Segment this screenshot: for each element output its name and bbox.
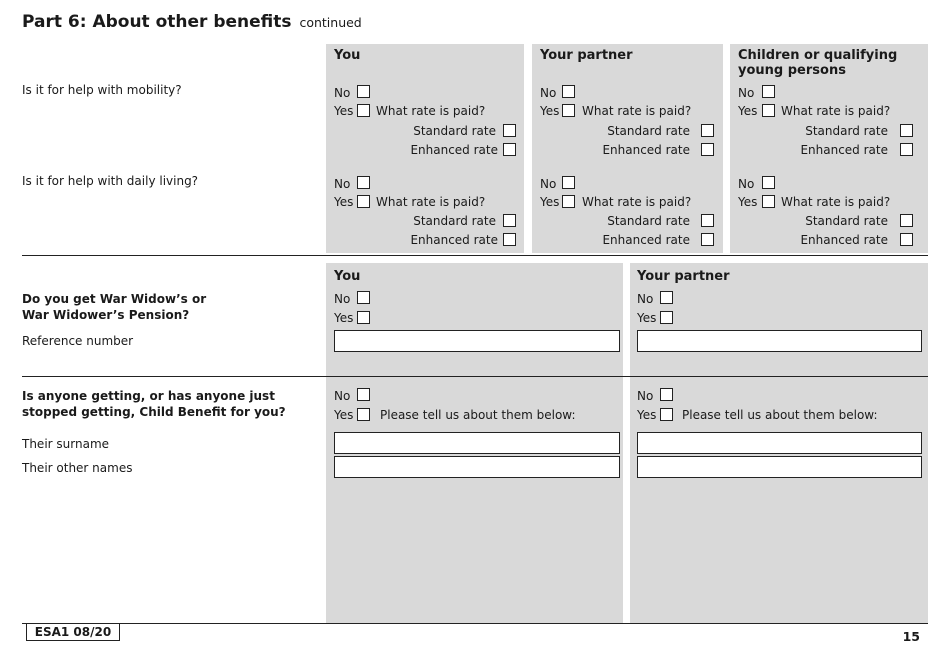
partner-mobility-enhanced-checkbox[interactable] (701, 143, 714, 156)
header-partner: Your partner (540, 48, 633, 63)
what-rate-label: What rate is paid? (376, 195, 486, 209)
children-mobility-no-checkbox[interactable] (762, 85, 775, 98)
yes-label: Yes (738, 104, 758, 118)
children-daily-enhanced-checkbox[interactable] (900, 233, 913, 246)
children-daily-standard-checkbox[interactable] (900, 214, 913, 227)
partner-surname-field[interactable] (637, 432, 922, 454)
partner-daily-no-checkbox[interactable] (562, 176, 575, 189)
header-partner: Your partner (637, 269, 730, 284)
no-label: No (334, 292, 351, 306)
no-label: No (738, 86, 755, 100)
what-rate-label: What rate is paid? (376, 104, 486, 118)
yes-label: Yes (637, 311, 657, 325)
partner-mobility-no-checkbox[interactable] (562, 85, 575, 98)
header-you: You (334, 48, 361, 63)
standard-rate-label: Standard rate (413, 214, 496, 228)
no-label: No (334, 86, 351, 100)
what-rate-label: What rate is paid? (781, 195, 891, 209)
yes-label: Yes (334, 311, 354, 325)
no-label: No (540, 177, 557, 191)
children-mobility-standard-checkbox[interactable] (900, 124, 913, 137)
children-daily-yes-checkbox[interactable] (762, 195, 775, 208)
title-suffix: continued (299, 15, 362, 30)
no-label: No (334, 177, 351, 191)
yes-label: Yes (334, 408, 354, 422)
you-other-names-field[interactable] (334, 456, 620, 478)
you-surname-field[interactable] (334, 432, 620, 454)
partner-daily-enhanced-checkbox[interactable] (701, 233, 714, 246)
you-mobility-yes-checkbox[interactable] (357, 104, 370, 117)
partner-reference-number-field[interactable] (637, 330, 922, 352)
what-rate-label: What rate is paid? (582, 195, 692, 209)
question-mobility: Is it for help with mobility? (22, 83, 182, 97)
you-war-pension-yes-checkbox[interactable] (357, 311, 370, 324)
section-divider (22, 376, 928, 377)
you-war-pension-no-checkbox[interactable] (357, 291, 370, 304)
you-reference-number-field[interactable] (334, 330, 620, 352)
children-mobility-yes-checkbox[interactable] (762, 104, 775, 117)
enhanced-rate-label: Enhanced rate (602, 233, 690, 247)
standard-rate-label: Standard rate (805, 214, 888, 228)
enhanced-rate-label: Enhanced rate (410, 143, 498, 157)
what-rate-label: What rate is paid? (582, 104, 692, 118)
enhanced-rate-label: Enhanced rate (410, 233, 498, 247)
you-child-benefit-no-checkbox[interactable] (357, 388, 370, 401)
enhanced-rate-label: Enhanced rate (602, 143, 690, 157)
enhanced-rate-label: Enhanced rate (800, 143, 888, 157)
reference-number-label: Reference number (22, 334, 134, 348)
header-you: You (334, 269, 361, 284)
enhanced-rate-label: Enhanced rate (800, 233, 888, 247)
partner-war-pension-yes-checkbox[interactable] (660, 311, 673, 324)
standard-rate-label: Standard rate (805, 124, 888, 138)
page-number: 15 (902, 629, 920, 644)
you-daily-standard-checkbox[interactable] (503, 214, 516, 227)
partner-child-benefit-no-checkbox[interactable] (660, 388, 673, 401)
no-label: No (738, 177, 755, 191)
you-daily-enhanced-checkbox[interactable] (503, 233, 516, 246)
standard-rate-label: Standard rate (607, 124, 690, 138)
question-daily-living: Is it for help with daily living? (22, 174, 199, 188)
partner-mobility-yes-checkbox[interactable] (562, 104, 575, 117)
surname-label: Their surname (22, 437, 110, 451)
yes-label: Yes (637, 408, 657, 422)
you-child-benefit-yes-checkbox[interactable] (357, 408, 370, 421)
yes-label: Yes (334, 104, 354, 118)
standard-rate-label: Standard rate (607, 214, 690, 228)
children-daily-no-checkbox[interactable] (762, 176, 775, 189)
partner-child-benefit-yes-checkbox[interactable] (660, 408, 673, 421)
tell-us-label: Please tell us about them below: (380, 408, 576, 422)
yes-label: Yes (540, 104, 560, 118)
yes-label: Yes (540, 195, 560, 209)
no-label: No (637, 292, 654, 306)
standard-rate-label: Standard rate (413, 124, 496, 138)
yes-label: Yes (738, 195, 758, 209)
yes-label: Yes (334, 195, 354, 209)
partner-mobility-standard-checkbox[interactable] (701, 124, 714, 137)
no-label: No (334, 389, 351, 403)
other-names-label: Their other names (22, 461, 133, 475)
you-daily-yes-checkbox[interactable] (357, 195, 370, 208)
section-divider (22, 255, 928, 256)
no-label: No (637, 389, 654, 403)
what-rate-label: What rate is paid? (781, 104, 891, 118)
partner-war-pension-no-checkbox[interactable] (660, 291, 673, 304)
question-child-benefit: Is anyone getting, or has anyone just stopped getting, Child Benefit for you? (22, 389, 286, 419)
partner-other-names-field[interactable] (637, 456, 922, 478)
partner-daily-standard-checkbox[interactable] (701, 214, 714, 227)
partner-daily-yes-checkbox[interactable] (562, 195, 575, 208)
you-mobility-enhanced-checkbox[interactable] (503, 143, 516, 156)
you-mobility-no-checkbox[interactable] (357, 85, 370, 98)
children-mobility-enhanced-checkbox[interactable] (900, 143, 913, 156)
tell-us-label: Please tell us about them below: (682, 408, 878, 422)
no-label: No (540, 86, 557, 100)
page-title: Part 6: About other benefits continued (22, 12, 362, 32)
question-war-widow-pension: Do you get War Widow’s or War Widower’s Pension? (22, 292, 207, 322)
you-mobility-standard-checkbox[interactable] (503, 124, 516, 137)
form-code: ESA1 08/20 (26, 623, 120, 641)
footer-rule (22, 623, 928, 624)
you-daily-no-checkbox[interactable] (357, 176, 370, 189)
header-children: Children or qualifying young persons (738, 48, 898, 78)
